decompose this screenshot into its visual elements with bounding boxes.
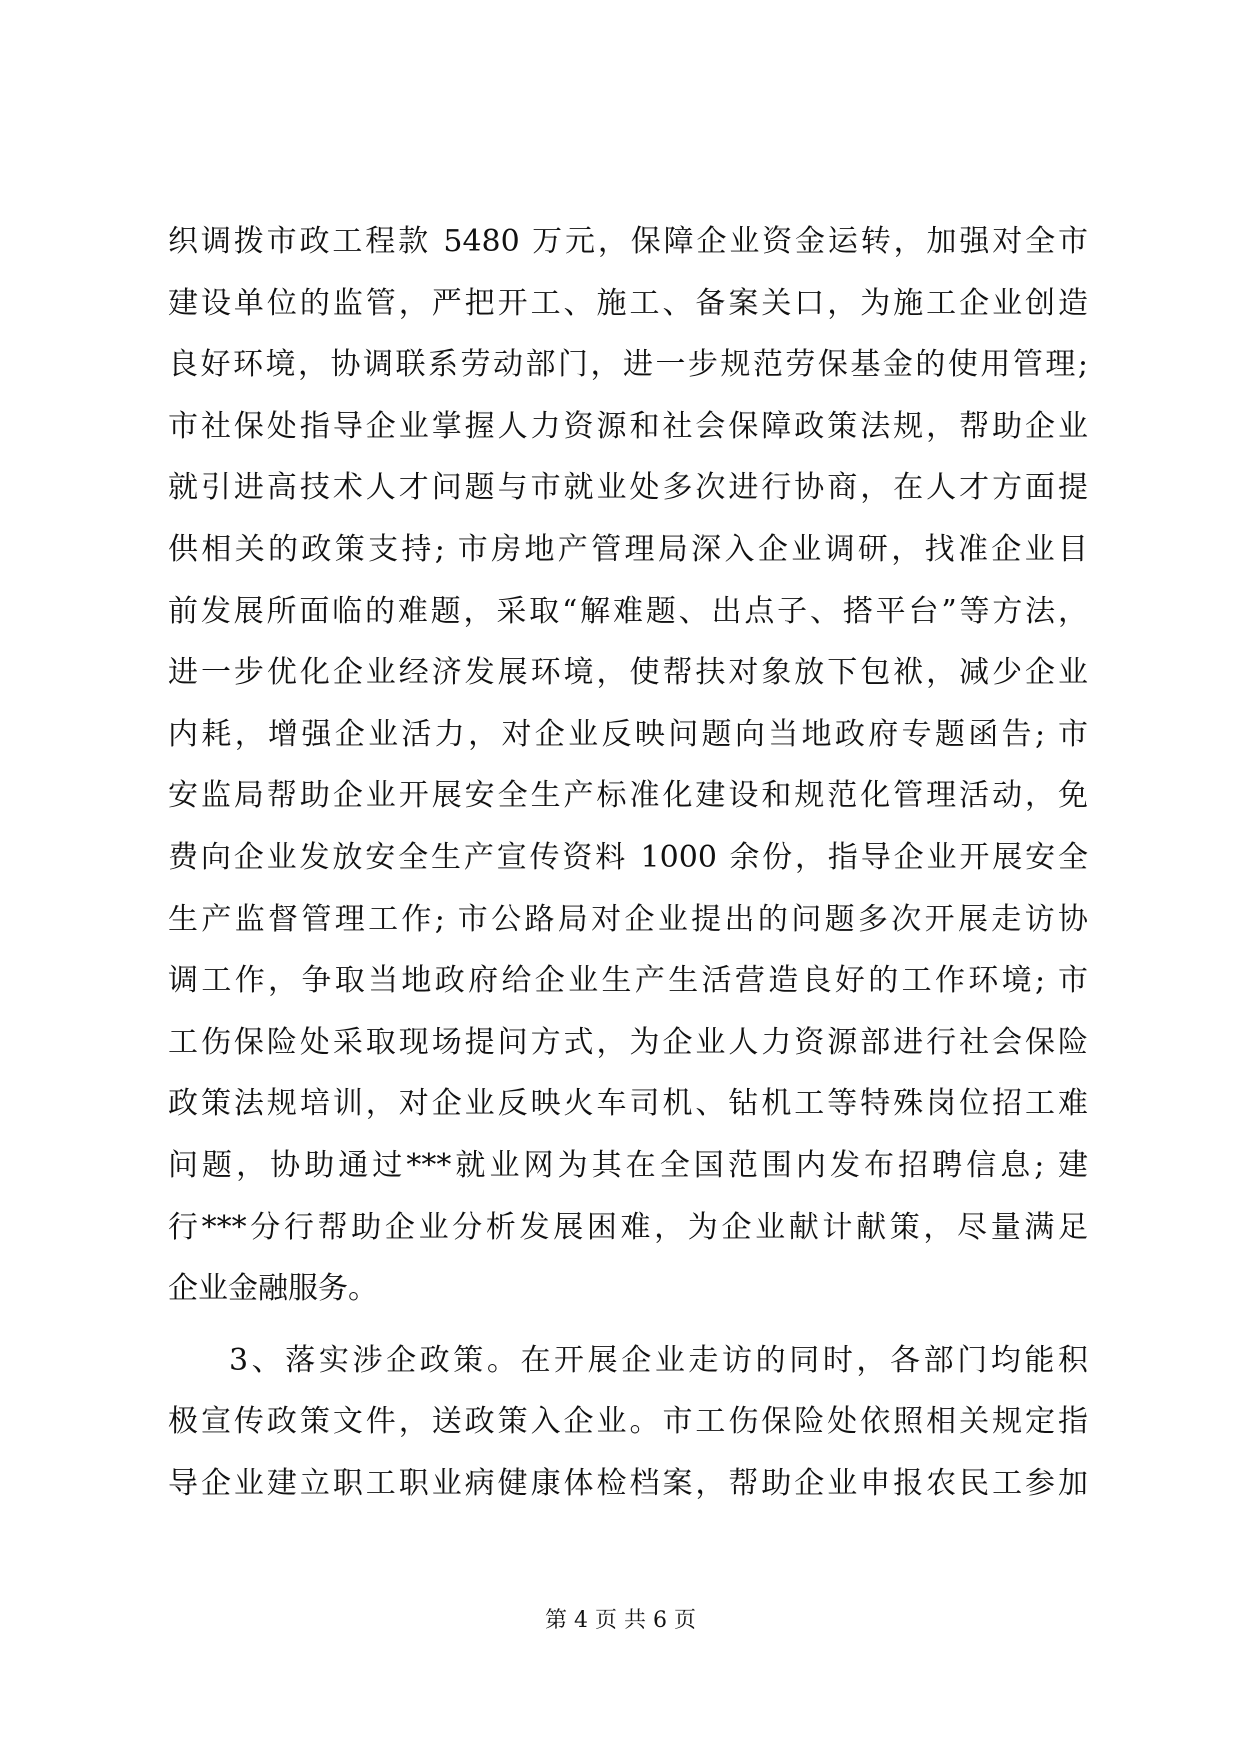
- text-line: 问题，协助通过***就业网为其在全国范围内发布招聘信息; 建: [168, 1148, 1088, 1183]
- text-line: 政策法规培训，对企业反映火车司机、钻机工等特殊岗位招工难: [168, 1086, 1088, 1122]
- text-line: 工伤保险处采取现场提问方式，为企业人力资源部进行社会保险: [168, 1024, 1088, 1060]
- text-line: 3、落实涉企政策。在开展企业走访的同时，各部门均能积: [229, 1342, 1088, 1378]
- text-line: 建设单位的监管，严把开工、施工、备案关口，为施工企业创造: [168, 285, 1088, 321]
- page-number-footer: 第 4 页 共 6 页: [545, 1608, 696, 1633]
- text-line: 调工作，争取当地政府给企业生产生活营造良好的工作环境; 市: [168, 963, 1088, 999]
- text-line: 前发展所面临的难题，采取“解难题、出点子、搭平台”等方法，: [168, 593, 1088, 629]
- text-line: 行***分行帮助企业分析发展困难，为企业献计献策，尽量满足: [168, 1209, 1088, 1245]
- text-line: 极宣传政策文件，送政策入企业。市工伤保险处依照相关规定指: [168, 1404, 1088, 1440]
- text-line: 企业金融服务。: [168, 1271, 378, 1307]
- text-line: 供相关的政策支持; 市房地产管理局深入企业调研，找准企业目: [168, 532, 1088, 567]
- text-line: 良好环境，协调联系劳动部门，进一步规范劳保基金的使用管理;: [168, 347, 1088, 383]
- text-line: 导企业建立职工职业病健康体检档案，帮助企业申报农民工参加: [168, 1466, 1088, 1501]
- text-line: 进一步优化企业经济发展环境，使帮扶对象放下包袱，减少企业: [168, 655, 1088, 691]
- text-line: 市社保处指导企业掌握人力资源和社会保障政策法规，帮助企业: [168, 408, 1088, 444]
- text-line: 费向企业发放安全生产宣传资料 1000 余份，指导企业开展安全: [168, 840, 1088, 875]
- text-line: 就引进高技术人才问题与市就业处多次进行协商，在人才方面提: [168, 470, 1088, 506]
- text-line: 织调拨市政工程款 5480 万元，保障企业资金运转，加强对全市: [168, 224, 1088, 259]
- text-line: 生产监督管理工作; 市公路局对企业提出的问题多次开展走访协: [168, 901, 1088, 937]
- text-line: 内耗，增强企业活力，对企业反映问题向当地政府专题函告; 市: [168, 716, 1088, 752]
- text-line: 安监局帮助企业开展安全生产标准化建设和规范化管理活动，免: [168, 778, 1088, 814]
